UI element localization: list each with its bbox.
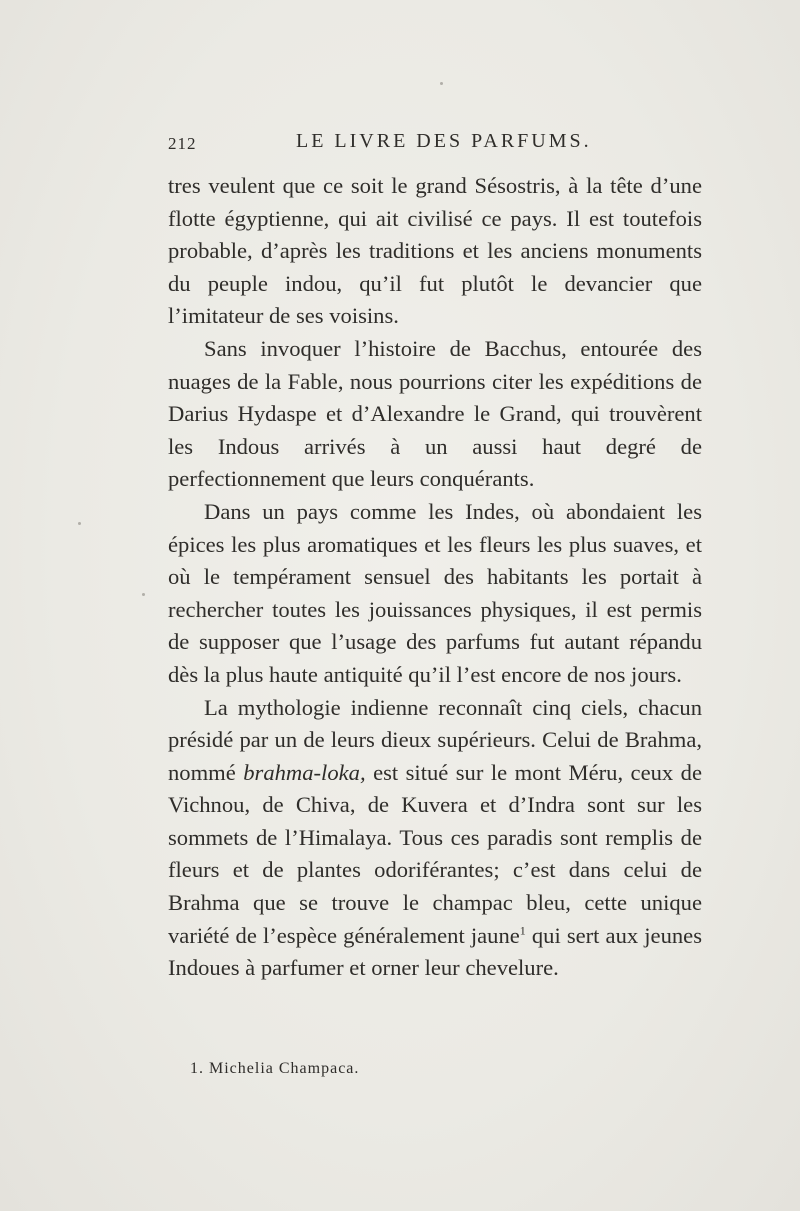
paragraph-4	[168, 692, 702, 985]
paragraph-4-part-2: est situé sur le mont Méru, ceux de Vichnou, de Chiva, de Kuvera et d’Indra sont sur les sommets de l’Himalaya. Tous ces paradis sont remplis de fleurs et de plantes odoriférantes; c’est dans celui de Brahma que se trouve le champac bleu, cette unique variété de l’espèce généralement jaune	[168, 759, 702, 948]
paragraph-1: tres veulent que ce soit le grand Sésostris, à la tête d’une flotte égyptienne, qui ait civilisé ce pays. Il est toutefois probable, d’après les traditions et les anciens monuments du peuple indou, qu’il fut plutôt le devancier que l’imitateur de ses voisins.	[168, 173, 702, 329]
paragraph-4-part-3: qui sert aux jeunes Indoues à parfumer et orner leur chevelure.	[168, 922, 702, 981]
paper-speck	[78, 522, 81, 525]
body-text	[168, 170, 702, 985]
running-title: LE LIVRE DES PARFUMS.	[296, 130, 592, 152]
paper-speck	[142, 593, 145, 596]
paragraph-4-part-1: La mythologie indienne reconnaît cinq ciels, chacun présidé par un de leurs dieux supérieurs. Celui de Brahma, nommé	[168, 694, 702, 785]
italic-term-brahma-loka: brahma-loka,	[243, 759, 366, 785]
footnote-reference: 1	[519, 923, 526, 938]
page-header	[168, 130, 708, 162]
paragraph-2: Sans invoquer l’histoire de Bacchus, entourée des nuages de la Fable, nous pourrions citer les expéditions de Darius Hydaspe et d’Alexandre le Grand, qui trouvèrent les Indous arrivés à un aussi haut degré de perfectionnement que leurs conquérants.	[168, 335, 702, 492]
page-number: 212	[168, 134, 197, 153]
footnote: 1. Michelia Champaca.	[190, 1060, 360, 1077]
paragraph-3: Dans un pays comme les Indes, où abondaient les épices les plus aromatiques et les fleurs les plus suaves, et où le tempérament sensuel des habitants les portait à rechercher toutes les jouissances physiques, il est permis de supposer que l’usage des parfums fut autant répandu dès la plus haute antiquité qu’il l’est encore de nos jours.	[168, 498, 702, 687]
paper-speck	[440, 82, 443, 85]
